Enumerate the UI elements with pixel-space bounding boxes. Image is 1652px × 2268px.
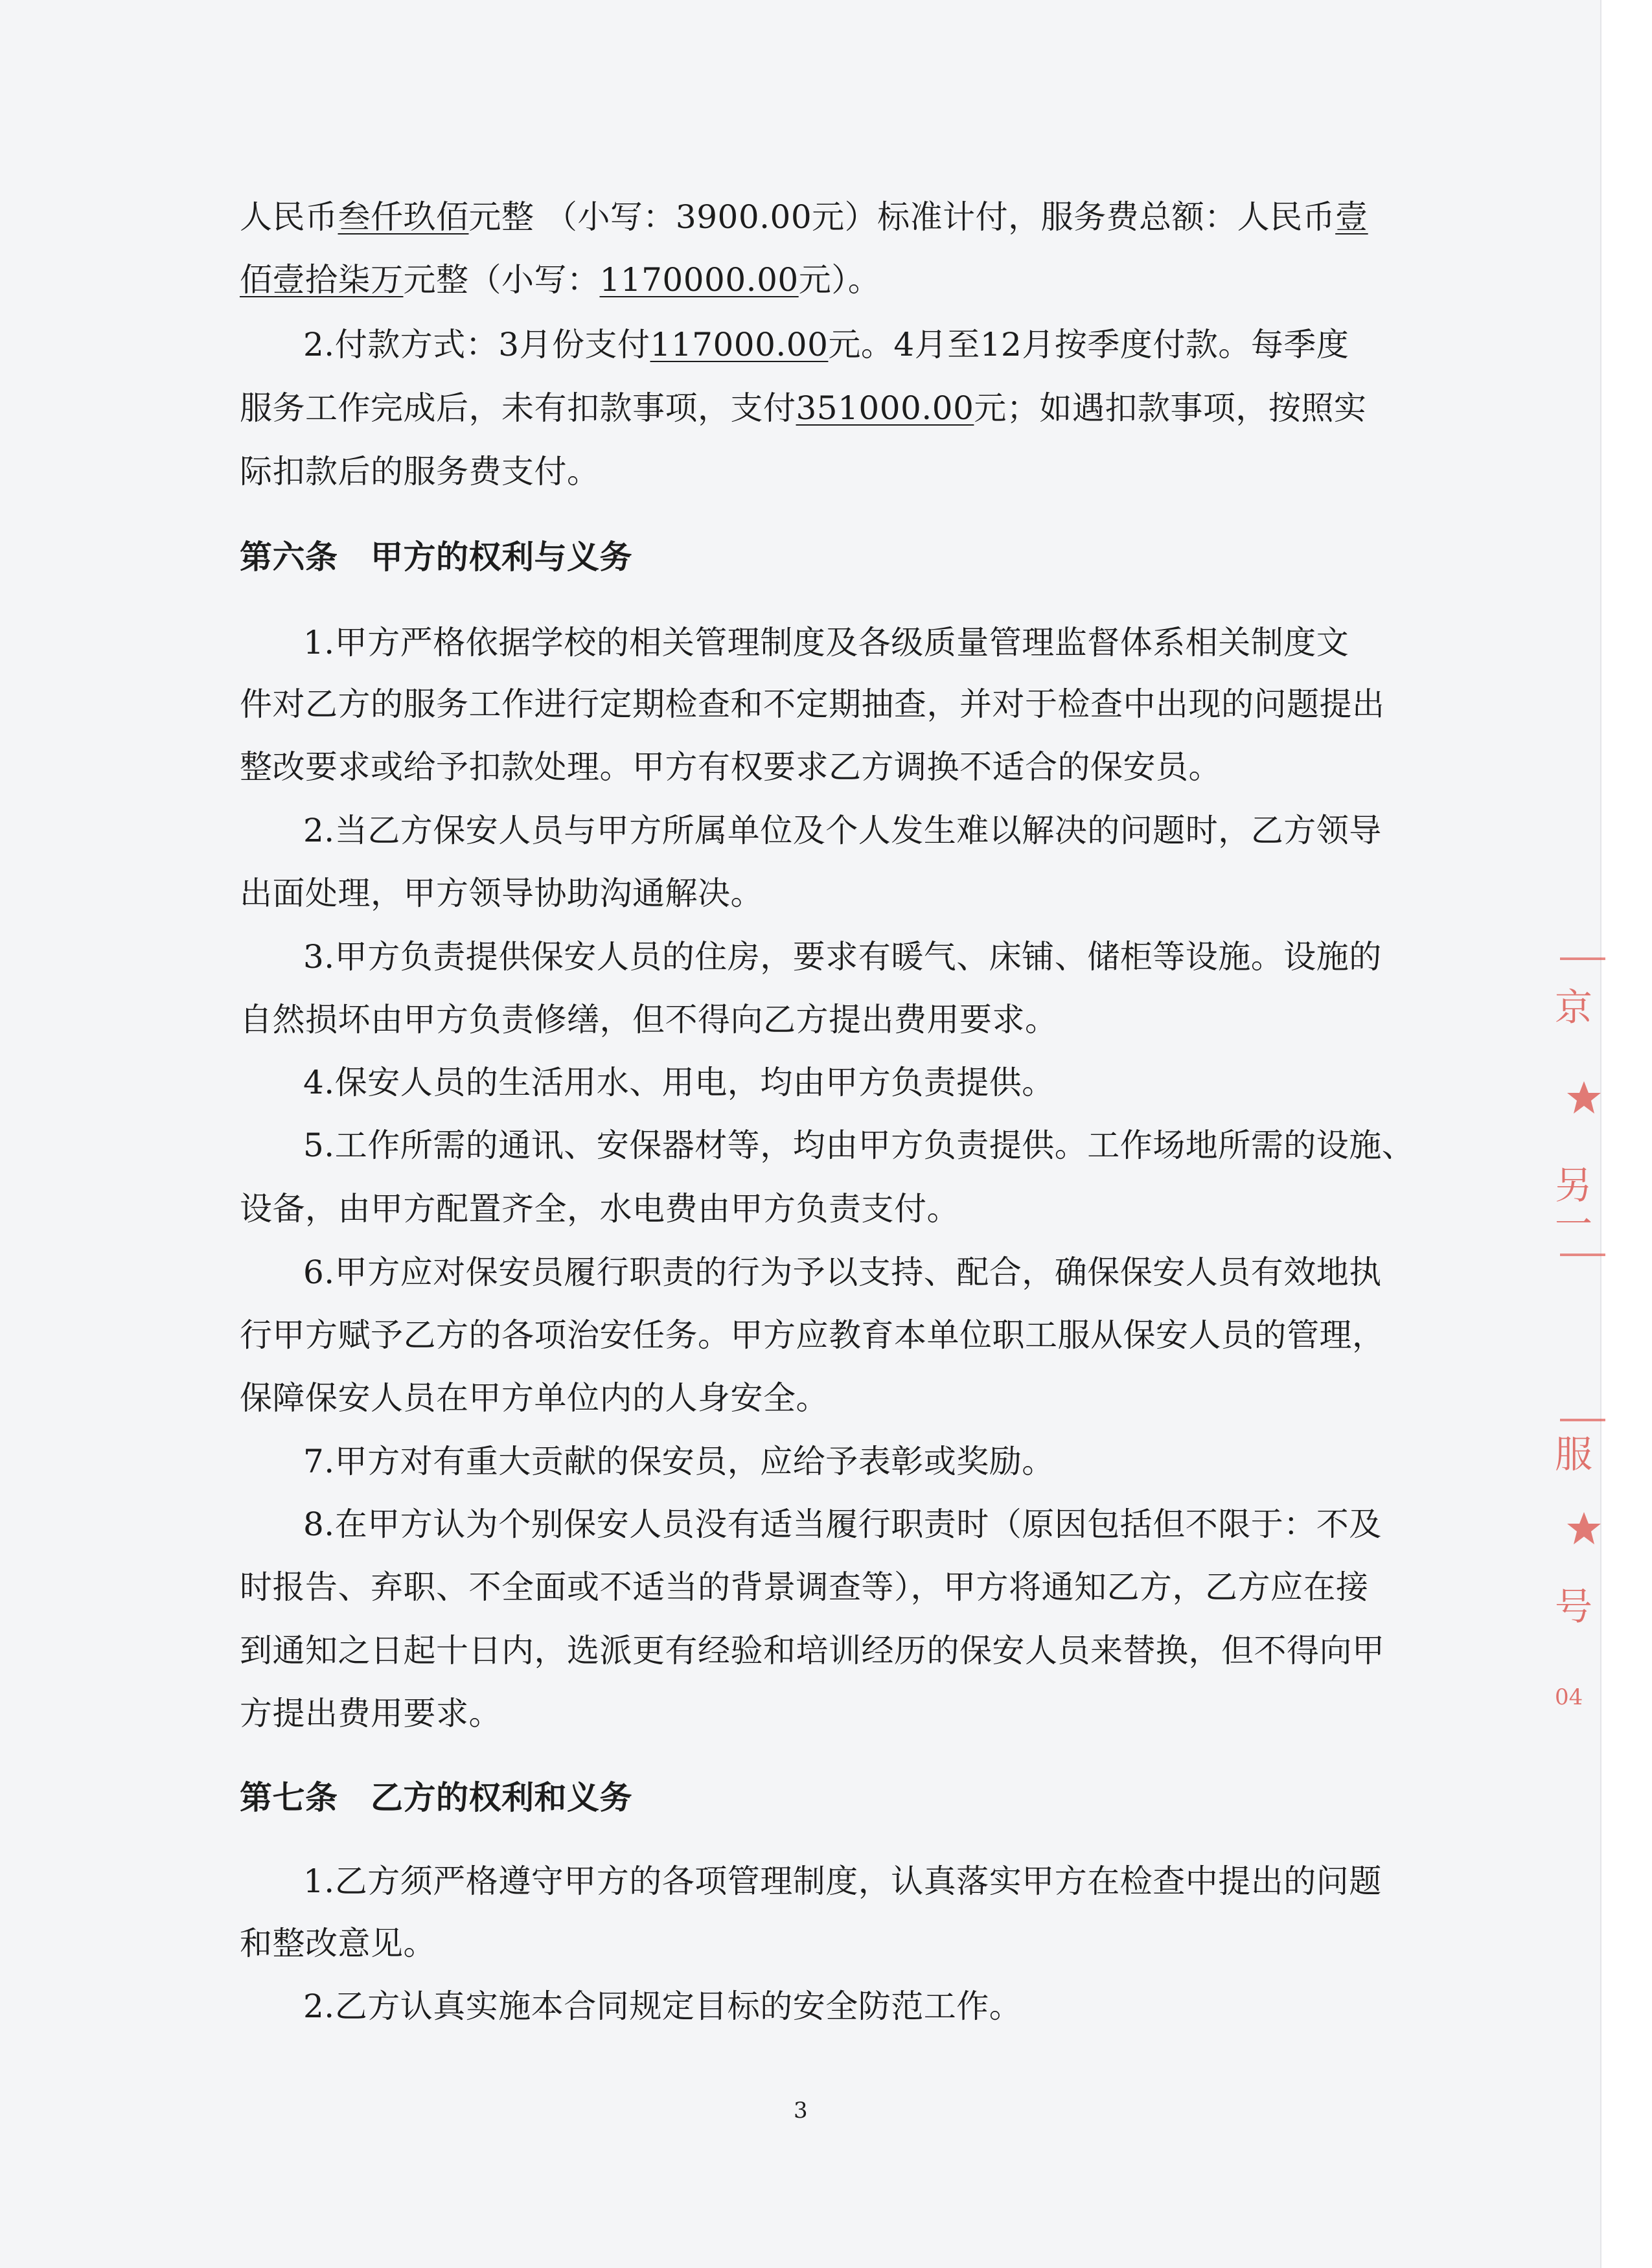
scan-edge xyxy=(1600,0,1652,2268)
text-line-5: 际扣款后的服务费支付。 xyxy=(240,453,600,490)
seal-star-icon xyxy=(1565,1079,1603,1117)
seal-border xyxy=(1560,1419,1605,1421)
text-segment: 2.付款方式：3月份支付 xyxy=(303,326,650,363)
text-line-12: 3.甲方负责提供保安人员的住房，要求有暖气、床铺、储柜等设施。设施的 xyxy=(303,938,1382,976)
underlined-amount: 壹 xyxy=(1335,198,1368,236)
text-line-21: 8.在甲方认为个别保安人员没有适当履行职责时（原因包括但不限于：不及 xyxy=(303,1506,1382,1543)
text-line-11: 出面处理，甲方领导协助沟通解决。 xyxy=(240,875,763,912)
seal-fragment: 服 xyxy=(1555,1432,1593,1476)
text-line-10: 2.当乙方保安人员与甲方所属单位及个人发生难以解决的问题时，乙方领导 xyxy=(303,812,1382,849)
text-line-14: 4.保安人员的生活用水、用电，均由甲方负责提供。 xyxy=(303,1064,1055,1101)
text-segment: 元；如遇扣款事项，按照实 xyxy=(974,389,1367,427)
underlined-amount: 叁仟玖佰 xyxy=(338,198,469,236)
text-line-19: 保障保安人员在甲方单位内的人身安全。 xyxy=(240,1379,829,1417)
text-line-28: 2.乙方认真实施本合同规定目标的安全防范工作。 xyxy=(303,1987,1022,2025)
text-segment: 元。4月至12月按季度付款。每季度 xyxy=(828,326,1349,363)
text-line-17: 6.甲方应对保安员履行职责的行为予以支持、配合，确保保安人员有效地执 xyxy=(303,1254,1382,1291)
seal-border xyxy=(1560,1254,1605,1256)
text-segment: 元）。 xyxy=(798,261,881,299)
seal-border xyxy=(1560,957,1605,960)
text-line-13: 自然损坏由甲方负责修缮，但不得向乙方提出费用要求。 xyxy=(240,1001,1058,1038)
article-6-heading: 第六条 甲方的权利与义务 xyxy=(240,538,632,576)
text-line-7: 1.甲方严格依据学校的相关管理制度及各级质量管理监督体系相关制度文 xyxy=(303,624,1349,661)
text-line-8: 件对乙方的服务工作进行定期检查和不定期抽查，并对于检查中出现的问题提出 xyxy=(240,685,1385,723)
seal-star-icon xyxy=(1565,1509,1603,1548)
underlined-amount: 117000.00 xyxy=(650,326,829,363)
text-line-2 xyxy=(240,260,880,299)
seal-fragment: 号 xyxy=(1555,1585,1593,1629)
seal-fragment: 京 xyxy=(1555,985,1593,1029)
text-line-20: 7.甲方对有重大贡献的保安员，应给予表彰或奖励。 xyxy=(303,1443,1055,1480)
article-7-heading: 第七条 乙方的权利和义务 xyxy=(240,1778,632,1816)
text-segment: 服务工作完成后，未有扣款事项，支付 xyxy=(240,389,796,427)
text-segment: 元整（小写： xyxy=(403,261,600,299)
text-line-15: 5.工作所需的通讯、安保器材等，均由甲方负责提供。工作场地所需的设施、 xyxy=(303,1127,1415,1164)
text-line-27: 和整改意见。 xyxy=(240,1925,436,1962)
text-line-3 xyxy=(303,325,1349,364)
text-line-22: 时报告、弃职、不全面或不适当的背景调查等），甲方将通知乙方，乙方应在接 xyxy=(240,1568,1369,1606)
page-number: 3 xyxy=(794,2098,808,2124)
underlined-amount: 1170000.00 xyxy=(599,261,799,299)
text-line-23: 到通知之日起十日内，选派更有经验和培训经历的保安人员来替换，但不得向甲 xyxy=(240,1632,1385,1669)
text-segment: 元整 （小写：3900.00元）标准计付，服务费总额：人民币 xyxy=(468,198,1336,236)
text-segment: 人民币 xyxy=(240,198,338,236)
underlined-amount: 佰壹拾柒万 xyxy=(240,261,404,299)
text-line-16: 设备，由甲方配置齐全，水电费由甲方负责支付。 xyxy=(240,1190,959,1228)
text-line-18: 行甲方赋予乙方的各项治安任务。甲方应教育本单位职工服从保安人员的管理， xyxy=(240,1316,1385,1354)
text-line-24: 方提出费用要求。 xyxy=(240,1695,501,1732)
text-line-1 xyxy=(240,198,1368,236)
underlined-amount: 351000.00 xyxy=(796,389,974,427)
seal-fragment: 另一 xyxy=(1555,1163,1593,1246)
seal-fragment: 04 xyxy=(1555,1684,1583,1710)
text-line-9: 整改要求或给予扣款处理。甲方有权要求乙方调换不适合的保安员。 xyxy=(240,748,1221,786)
text-line-4 xyxy=(240,389,1366,428)
text-line-26: 1.乙方须严格遵守甲方的各项管理制度，认真落实甲方在检查中提出的问题 xyxy=(303,1862,1382,1900)
